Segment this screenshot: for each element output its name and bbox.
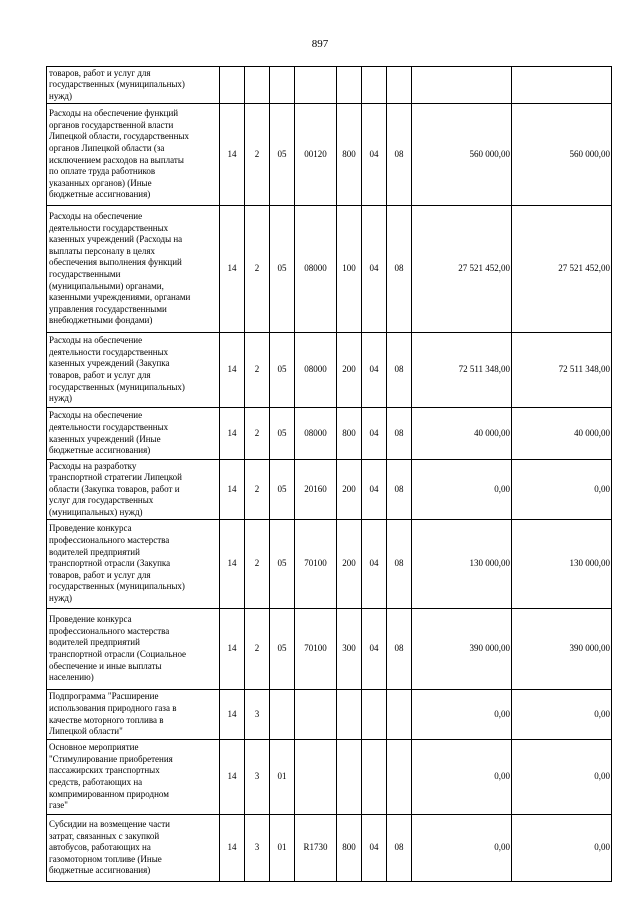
cell-amount-2: 0,00 xyxy=(512,740,612,815)
cell-amount-2: 390 000,00 xyxy=(512,609,612,690)
cell-code-1: 14 xyxy=(220,609,245,690)
row-description: Субсидии на возмещение части затрат, связанных с закупкой автобусов, работающих на газомоторном топливе (Иные бюджетные ассигнования) xyxy=(47,815,220,882)
row-description: Подпрограмма "Расширение использования природного газа в качестве моторного топлива в Липецкой области" xyxy=(47,690,220,740)
cell-target-article: 70100 xyxy=(295,609,337,690)
row-description: Расходы на обеспечение деятельности государственных казенных учреждений (Расходы на выплаты персоналу в целях обеспечения выполнения функций государственными (муниципальными) органами, казенными учреждениями, органами управления государственными внебюджетными фондами) xyxy=(47,206,220,333)
cell-expense-type: 800 xyxy=(337,104,362,206)
cell-amount-2 xyxy=(512,67,612,104)
cell-code-1: 14 xyxy=(220,460,245,520)
cell-amount-1: 27 521 452,00 xyxy=(412,206,512,333)
cell-amount-1: 0,00 xyxy=(412,740,512,815)
cell-code-2: 2 xyxy=(245,520,270,609)
cell-code-2: 3 xyxy=(245,740,270,815)
table-row xyxy=(47,67,612,104)
table-row xyxy=(47,333,612,408)
cell-amount-1: 390 000,00 xyxy=(412,609,512,690)
cell-code-3: 05 xyxy=(270,206,295,333)
cell-code-3 xyxy=(270,67,295,104)
row-description: Расходы на разработку транспортной стратегии Липецкой области (Закупка товаров, работ и услуг для государственных (муниципальных) нужд) xyxy=(47,460,220,520)
table-row xyxy=(47,815,612,882)
cell-code-3: 05 xyxy=(270,460,295,520)
cell-expense-type xyxy=(337,67,362,104)
cell-code-3: 05 xyxy=(270,333,295,408)
row-description: Расходы на обеспечение функций органов государственной власти Липецкой области, государственных органов Липецкой области (за исключением расходов на выплаты по оплате труда работников указанных органов) (Иные бюджетные ассигнования) xyxy=(47,104,220,206)
cell-code-3 xyxy=(270,690,295,740)
cell-subsection: 08 xyxy=(387,333,412,408)
cell-amount-2: 0,00 xyxy=(512,815,612,882)
cell-code-2: 3 xyxy=(245,815,270,882)
cell-subsection: 08 xyxy=(387,104,412,206)
cell-expense-type: 800 xyxy=(337,408,362,460)
cell-code-3: 01 xyxy=(270,740,295,815)
cell-expense-type xyxy=(337,690,362,740)
cell-code-1: 14 xyxy=(220,815,245,882)
cell-expense-type: 100 xyxy=(337,206,362,333)
cell-code-1 xyxy=(220,67,245,104)
cell-amount-2: 560 000,00 xyxy=(512,104,612,206)
cell-amount-2: 0,00 xyxy=(512,690,612,740)
cell-section xyxy=(362,690,387,740)
cell-code-3: 05 xyxy=(270,408,295,460)
cell-amount-1: 560 000,00 xyxy=(412,104,512,206)
cell-target-article: 20160 xyxy=(295,460,337,520)
table-row xyxy=(47,609,612,690)
cell-subsection: 08 xyxy=(387,609,412,690)
cell-target-article: 00120 xyxy=(295,104,337,206)
cell-code-2: 2 xyxy=(245,104,270,206)
cell-code-1: 14 xyxy=(220,740,245,815)
cell-code-2: 2 xyxy=(245,609,270,690)
cell-amount-2: 40 000,00 xyxy=(512,408,612,460)
cell-amount-2: 130 000,00 xyxy=(512,520,612,609)
cell-code-2: 2 xyxy=(245,408,270,460)
cell-code-3: 05 xyxy=(270,520,295,609)
cell-section: 04 xyxy=(362,408,387,460)
table-row xyxy=(47,206,612,333)
cell-section: 04 xyxy=(362,520,387,609)
table-row xyxy=(47,740,612,815)
cell-code-1: 14 xyxy=(220,206,245,333)
cell-subsection: 08 xyxy=(387,815,412,882)
cell-subsection xyxy=(387,67,412,104)
cell-section: 04 xyxy=(362,815,387,882)
cell-code-2: 2 xyxy=(245,333,270,408)
cell-target-article: 08000 xyxy=(295,408,337,460)
cell-amount-1: 40 000,00 xyxy=(412,408,512,460)
cell-code-3: 01 xyxy=(270,815,295,882)
cell-amount-1: 0,00 xyxy=(412,815,512,882)
cell-subsection: 08 xyxy=(387,206,412,333)
table-row xyxy=(47,104,612,206)
cell-code-1: 14 xyxy=(220,690,245,740)
cell-code-2: 3 xyxy=(245,690,270,740)
row-description: Основное мероприятие "Стимулирование приобретения пассажирских транспортных средств, работающих на компримированном природном газе" xyxy=(47,740,220,815)
cell-code-1: 14 xyxy=(220,104,245,206)
cell-expense-type: 800 xyxy=(337,815,362,882)
table-row xyxy=(47,690,612,740)
cell-subsection: 08 xyxy=(387,460,412,520)
cell-section xyxy=(362,740,387,815)
cell-subsection: 08 xyxy=(387,520,412,609)
cell-target-article: R1730 xyxy=(295,815,337,882)
cell-target-article xyxy=(295,67,337,104)
cell-expense-type: 300 xyxy=(337,609,362,690)
cell-section: 04 xyxy=(362,104,387,206)
cell-expense-type: 200 xyxy=(337,333,362,408)
row-description: Проведение конкурса профессионального мастерства водителей предприятий транспортной отрасли (Закупка товаров, работ и услуг для государственных (муниципальных) нужд) xyxy=(47,520,220,609)
cell-target-article xyxy=(295,740,337,815)
cell-section: 04 xyxy=(362,206,387,333)
cell-subsection xyxy=(387,740,412,815)
cell-target-article xyxy=(295,690,337,740)
cell-amount-1 xyxy=(412,67,512,104)
row-description: Расходы на обеспечение деятельности государственных казенных учреждений (Иные бюджетные ассигнования) xyxy=(47,408,220,460)
cell-target-article: 70100 xyxy=(295,520,337,609)
cell-section: 04 xyxy=(362,460,387,520)
cell-amount-2: 27 521 452,00 xyxy=(512,206,612,333)
page-number: 897 xyxy=(311,38,329,50)
cell-subsection xyxy=(387,690,412,740)
cell-section: 04 xyxy=(362,609,387,690)
cell-amount-1: 72 511 348,00 xyxy=(412,333,512,408)
cell-amount-1: 0,00 xyxy=(412,690,512,740)
cell-code-1: 14 xyxy=(220,408,245,460)
cell-code-2: 2 xyxy=(245,206,270,333)
cell-amount-1: 0,00 xyxy=(412,460,512,520)
cell-expense-type: 200 xyxy=(337,520,362,609)
table-row xyxy=(47,520,612,609)
cell-amount-2: 72 511 348,00 xyxy=(512,333,612,408)
cell-target-article: 08000 xyxy=(295,206,337,333)
budget-table xyxy=(46,66,612,882)
row-description: Расходы на обеспечение деятельности государственных казенных учреждений (Закупка товаров, работ и услуг для государственных (муниципальных) нужд) xyxy=(47,333,220,408)
cell-amount-1: 130 000,00 xyxy=(412,520,512,609)
cell-code-1: 14 xyxy=(220,333,245,408)
cell-target-article: 08000 xyxy=(295,333,337,408)
cell-section xyxy=(362,67,387,104)
cell-code-1: 14 xyxy=(220,520,245,609)
table-row xyxy=(47,408,612,460)
cell-subsection: 08 xyxy=(387,408,412,460)
cell-code-2: 2 xyxy=(245,460,270,520)
cell-section: 04 xyxy=(362,333,387,408)
cell-code-3: 05 xyxy=(270,609,295,690)
cell-expense-type: 200 xyxy=(337,460,362,520)
row-description: товаров, работ и услуг для государственных (муниципальных) нужд) xyxy=(47,67,220,104)
cell-code-2 xyxy=(245,67,270,104)
row-description: Проведение конкурса профессионального мастерства водителей предприятий транспортной отрасли (Социальное обеспечение и иные выплаты населению) xyxy=(47,609,220,690)
cell-amount-2: 0,00 xyxy=(512,460,612,520)
table-row xyxy=(47,460,612,520)
cell-code-3: 05 xyxy=(270,104,295,206)
cell-expense-type xyxy=(337,740,362,815)
